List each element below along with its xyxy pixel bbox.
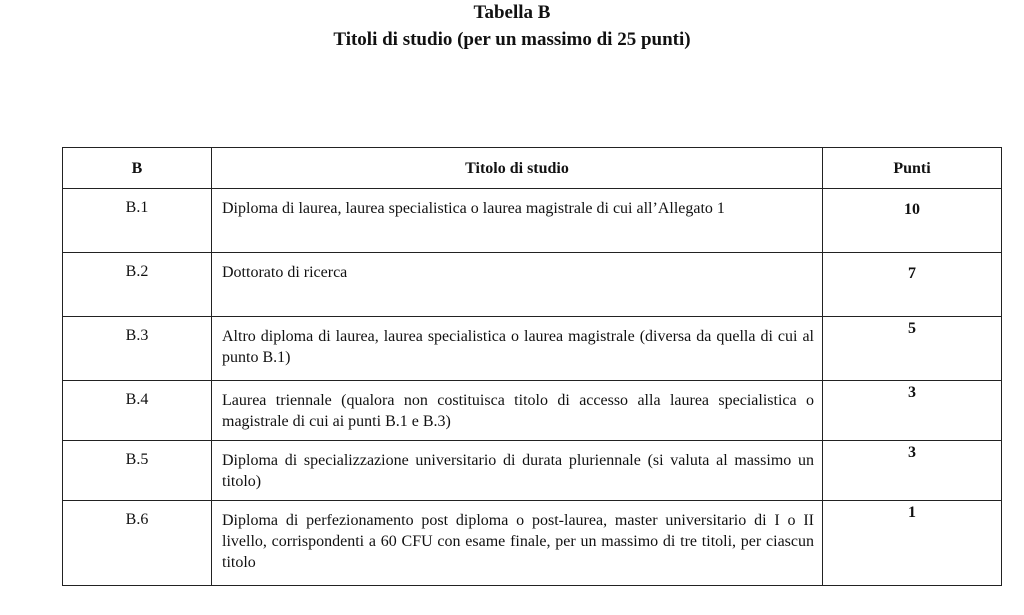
row-points: 5 — [823, 317, 1002, 381]
titles-table — [62, 147, 1002, 586]
table-subtitle: Titoli di studio (per un massimo di 25 punti) — [333, 29, 691, 50]
table-row — [63, 381, 1002, 441]
row-title: Dottorato di ricerca — [212, 253, 823, 317]
table-row — [63, 501, 1002, 586]
row-title: Diploma di perfezionamento post diploma o post-laurea, master universitario di I o II livello, corrispondenti a 60 CFU con esame finale, per un massimo di tre titoli, per ciascun titolo — [212, 501, 823, 586]
row-points: 1 — [823, 501, 1002, 586]
row-code: B.6 — [63, 501, 212, 586]
row-code: B.4 — [63, 381, 212, 441]
row-title: Diploma di specializzazione universitario di durata pluriennale (si valuta al massimo un titolo) — [212, 441, 823, 501]
table-title: Tabella B — [473, 2, 551, 23]
row-title: Diploma di laurea, laurea specialistica o laurea magistrale di cui all’Allegato 1 — [212, 189, 823, 253]
row-code: B.3 — [63, 317, 212, 381]
row-points: 7 — [823, 253, 1002, 317]
row-points: 3 — [823, 381, 1002, 441]
header-code: B — [63, 148, 212, 189]
header-points: Punti — [823, 148, 1002, 189]
table-row — [63, 189, 1002, 253]
row-points: 10 — [823, 189, 1002, 253]
row-points: 3 — [823, 441, 1002, 501]
table-row — [63, 317, 1002, 381]
row-code: B.1 — [63, 189, 212, 253]
row-title: Altro diploma di laurea, laurea specialistica o laurea magistrale (diversa da quella di cui al punto B.1) — [212, 317, 823, 381]
table-row — [63, 253, 1002, 317]
row-title: Laurea triennale (qualora non costituisca titolo di accesso alla laurea specialistica o magistrale di cui ai punti B.1 e B.3) — [212, 381, 823, 441]
table-header-row — [63, 148, 1002, 189]
header-title: Titolo di studio — [212, 148, 823, 189]
row-code: B.2 — [63, 253, 212, 317]
row-code: B.5 — [63, 441, 212, 501]
table-row — [63, 441, 1002, 501]
